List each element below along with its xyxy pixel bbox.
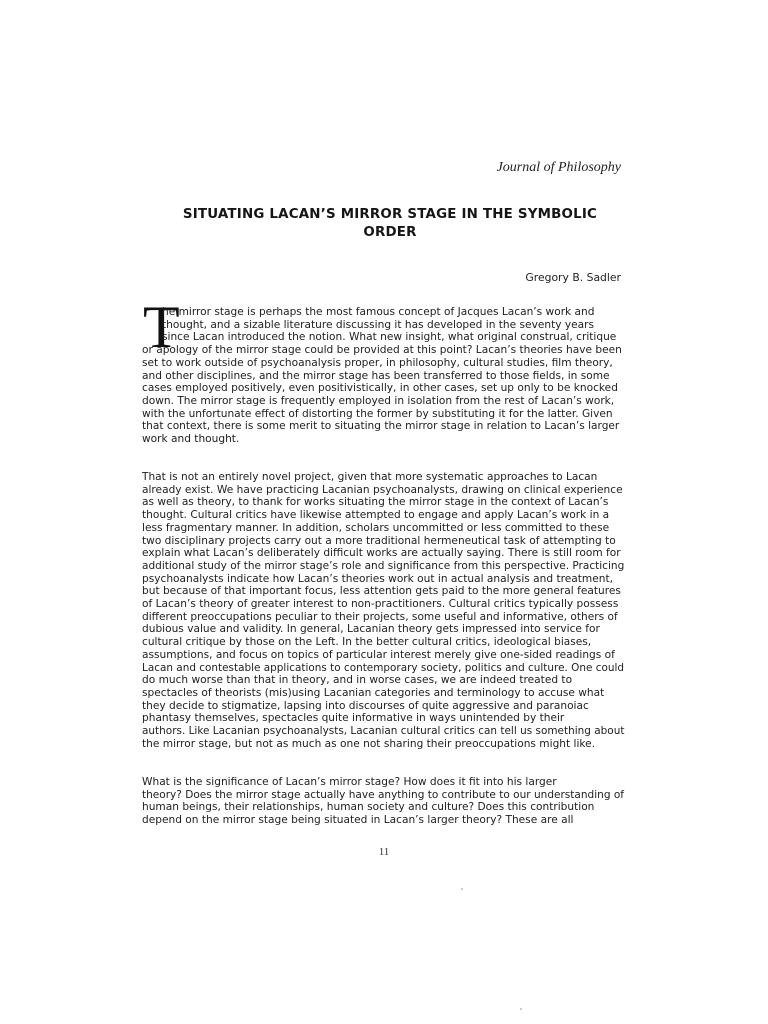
text-line: two disciplinary projects carry out a more traditional hermeneutical task of attempting to [142,534,616,547]
text-line: theory? Does the mirror stage actually have anything to contribute to our understanding of [142,788,625,801]
text-line: assumptions, and focus on topics of particular interest merely give one-sided readings of [142,648,615,661]
text-line: psychoanalysts indicate how Lacan’s theories work out in actual analysis and treatment, [142,572,613,585]
text-line: thought, and a sizable literature discussing it has developed in the seventy years [162,318,595,331]
title-line: ORDER [363,225,417,240]
text-line: phantasy themselves, spectacles quite informative in ways unintended by their [142,712,565,725]
text-line: different preoccupations peculiar to their projects, some useful and informative, others of [142,610,618,623]
scan-speck [520,1008,522,1010]
text-line: he mirror stage is perhaps the most famous concept of Jacques Lacan’s work and [162,306,595,318]
text-line: That is not an entirely novel project, given that more systematic approaches to Lacan [142,471,598,483]
text-line: and other disciplines, and the mirror stage has been transferred to those fields, in some [142,369,610,382]
text-line: less fragmentary manner. In addition, scholars uncommitted or less committed to these [142,521,610,534]
text-line: additional study of the mirror stage’s role and significance from this perspective. Practicing [142,559,625,572]
paragraph-3 [142,776,624,827]
text-line: down. The mirror stage is frequently employed in isolation from the rest of Lacan’s work, [142,394,615,407]
text-line: do much worse than that in theory, and in worse cases, we are indeed treated to [142,674,573,687]
text-line: as well as theory, to thank for works situating the mirror stage in the context of Lacan’s [142,496,609,509]
text-line: thought. Cultural critics have likewise attempted to engage and apply Lacan’s work in a [142,509,610,522]
text-line: What is the significance of Lacan’s mirror stage? How does it fit into his larger [142,776,557,788]
article-title [130,206,650,242]
text-line: or apology of the mirror stage could be provided at this point? Lacan’s theories have been [142,344,622,357]
text-line: they decide to stigmatize, lapsing into discourses of quite aggressive and paranoiac [142,699,589,712]
text-line: with the unfortunate effect of distorting the former by substituting it for the latter. Given [142,407,613,420]
text-line: depend on the mirror stage being situated in Lacan’s larger theory? These are all [142,814,574,827]
text-line: human beings, their relationships, human society and culture? Does this contribution [142,801,595,814]
text-line: dubious value and validity. In general, Lacanian theory gets impressed into service for [142,623,600,636]
text-line: spectacles of theorists (mis)using Lacanian categories and terminology to accuse what [142,686,605,699]
text-line: the mirror stage, but not as much as one not sharing their preoccupations might like. [142,737,596,750]
scan-speck [461,888,463,890]
paragraph-2 [142,471,624,750]
text-line: since Lacan introduced the notion. What new insight, what original construal, critique [162,331,617,344]
drop-cap: T [143,294,180,360]
text-line: authors. Like Lacanian psychoanalysts, Lacanian cultural critics can tell us something about [142,725,625,738]
text-line: set to work outside of psychoanalysis proper, in philosophy, cultural studies, film theory, [142,356,613,369]
text-line: but because of that important focus, less attention gets paid to the more general features [142,585,621,598]
text-line: Lacan and contestable applications to contemporary society, politics and culture. One could [142,661,625,674]
text-line: work and thought. [142,433,240,446]
text-line: explain what Lacan’s deliberately difficult works are actually saying. There is still room for [142,547,621,560]
page-number: 11 [378,846,390,858]
title-line: SITUATING LACAN’S MIRROR STAGE IN THE SYMBOLIC [182,207,598,222]
paragraph-1 [142,306,624,446]
text-line: cultural critique by those on the Left. In the better cultural critics, ideological biases, [142,636,592,649]
text-line: of Lacan’s theory of greater interest to non-practitioners. Cultural critics typically possess [142,598,619,611]
author-name: Gregory B. Sadler [525,271,621,284]
text-line: already exist. We have practicing Lacanian psychoanalysts, drawing on clinical experience [142,483,623,496]
text-line: cases employed positively, even positivistically, in other cases, set up only to be knocked [142,382,618,395]
journal-name: Journal of Philosophy [496,160,621,175]
text-line: that context, there is some merit to situating the mirror stage in relation to Lacan’s larger [142,420,620,433]
